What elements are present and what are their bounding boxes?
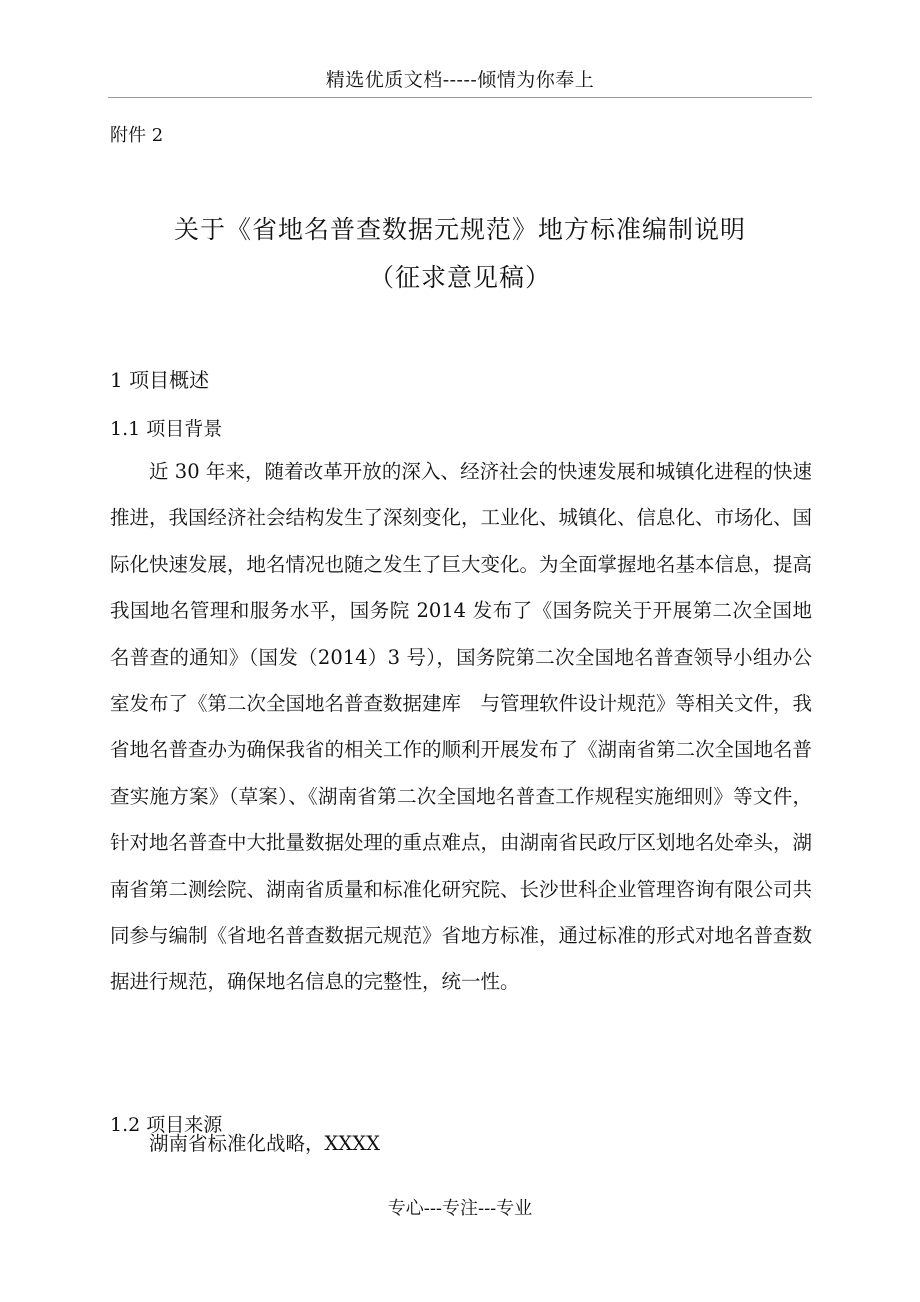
section-heading-project-source: 1.2 项目来源 — [110, 1114, 223, 1136]
section-heading-project-overview: 1 项目概述 — [110, 368, 210, 392]
document-title: 关于《省地名普查数据元规范》地方标准编制说明 — [173, 215, 746, 244]
page-header: 精选优质文档-----倾情为你奉上 — [325, 69, 595, 91]
document-subtitle: （征求意见稿） — [368, 263, 551, 292]
section-heading-project-background: 1.1 项目背景 — [110, 418, 223, 440]
attachment-label: 附件 2 — [110, 125, 164, 146]
paragraph-project-source: 湖南省标准化战略，XXXX — [149, 1132, 381, 1155]
paragraph-project-background: 近 30 年来，随着改革开放的深入、经济社会的快速发展和城镇化进程的快速推进，我国经济社会结构发生了深刻变化，工业化、城镇化、信息化、市场化、国际化快速发展，地名情况也随之发生了巨大变化。为全面掌握地名基本信息，提高我国地名管理和服务水平，国务院 2014 发布了《国务院关于开展第二次全国地名普查的通知》（国发（2014）3 号），国务院第二次全国地名普查领导小组办公室发布了《第二次全国地名普查数据建库 与管理软件设计规范》等相关文件，我省地名普查办为确保我省的相关工作的顺利开展发布了《湖南省第二次全国地名普查实施方案》（草案）、《湖南省第二次全国地名普查工作规程实施细则》等文件，针对地名普查中大批量数据处理的重点难点，由湖南省民政厅区划地名处牵头，湖南省第二测绘院、湖南省质量和标准化研究院、长沙世科企业管理咨询有限公司共同参与编制《省地名普查数据元规范》省地方标准，通过标准的形式对地名普查数据进行规范，确保地名信息的完整性，统一性。 — [110, 460, 813, 994]
header-divider — [108, 97, 812, 98]
page-footer: 专心---专注---专业 — [387, 1198, 533, 1219]
